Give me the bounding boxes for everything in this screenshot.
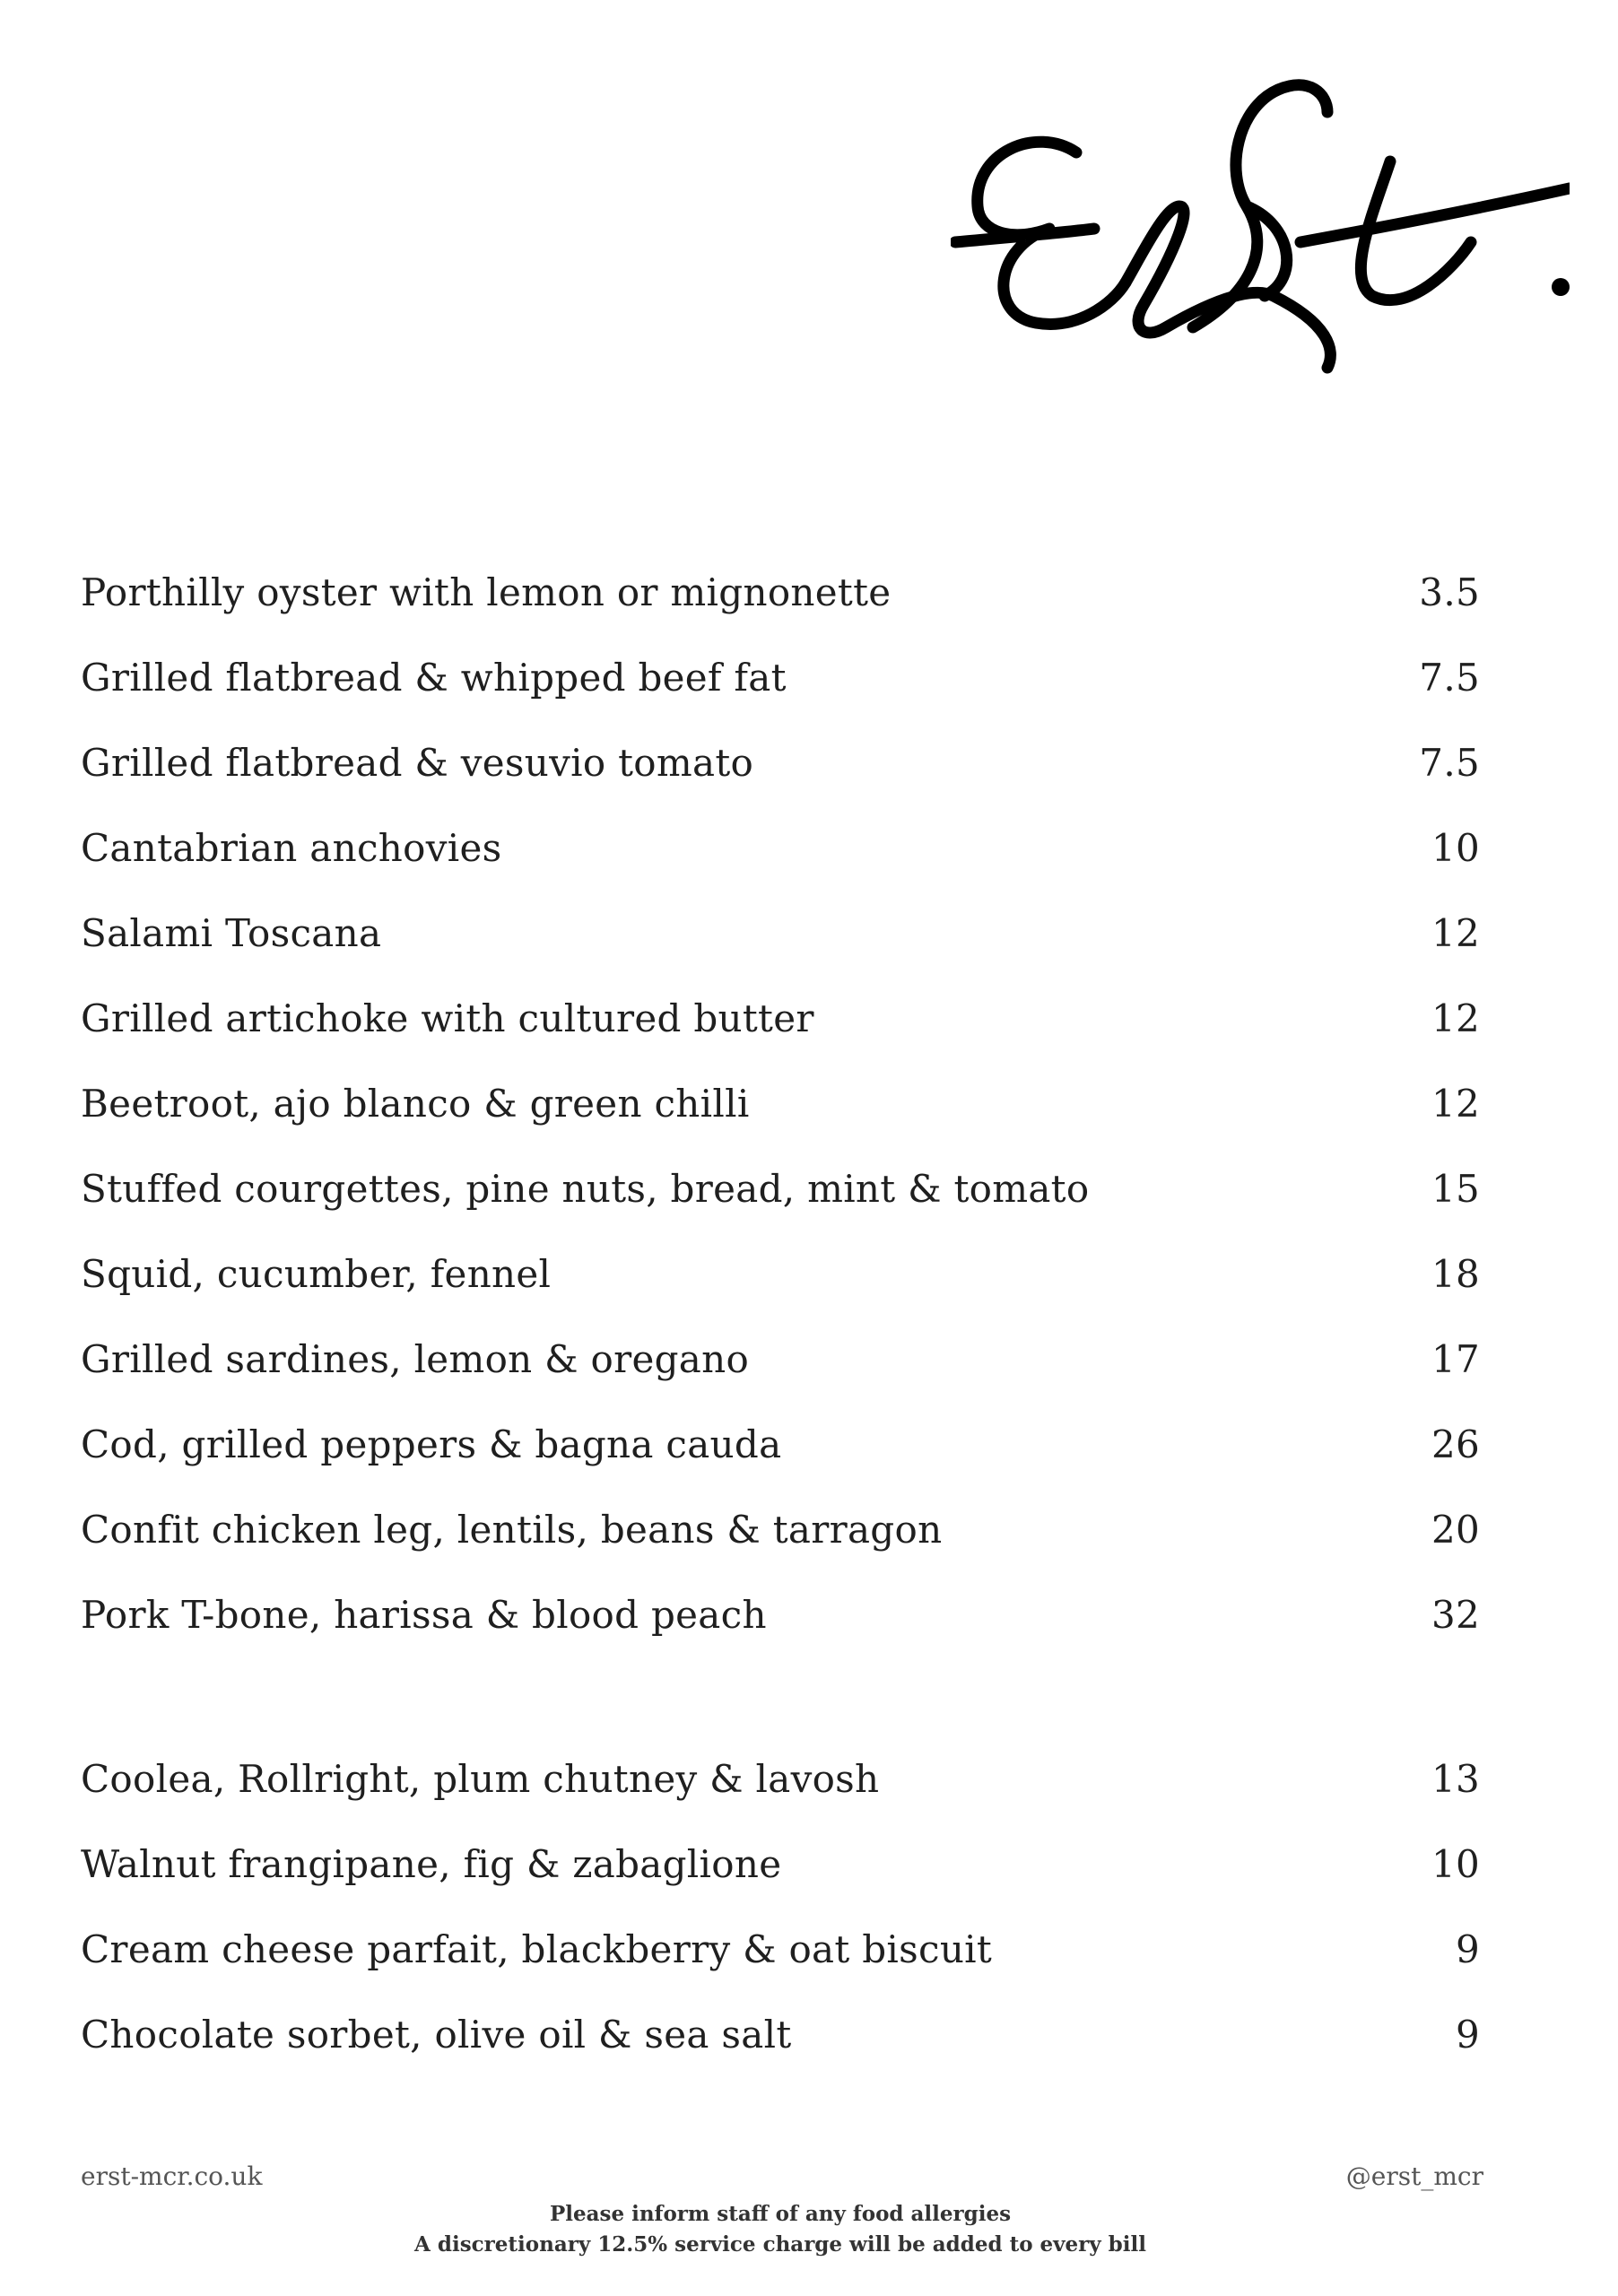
dish-price: 10 <box>1431 1842 1480 1886</box>
menu-item <box>81 902 1480 987</box>
dish-name: Cream cheese parfait, blackberry & oat biscuit <box>81 1927 993 1971</box>
dish-name: Coolea, Rollright, plum chutney & lavosh <box>81 1757 880 1801</box>
dish-name: Grilled sardines, lemon & oregano <box>81 1337 750 1381</box>
menu-item <box>81 1073 1480 1158</box>
menu-item <box>81 732 1480 817</box>
desserts-list <box>81 1748 1480 2089</box>
erst-logo-icon <box>951 72 1570 395</box>
dish-price: 17 <box>1431 1337 1480 1381</box>
menu-item <box>81 1918 1480 2004</box>
dish-price: 18 <box>1431 1252 1480 1296</box>
dish-price: 10 <box>1431 826 1480 870</box>
brand-logo <box>951 72 1570 395</box>
menu-item <box>81 561 1480 647</box>
service-charge-note: A discretionary 12.5% service charge will be added to every bill <box>414 2232 1146 2257</box>
dish-name: Chocolate sorbet, olive oil & sea salt <box>81 2013 792 2057</box>
menu-item <box>81 1499 1480 1584</box>
dish-price: 12 <box>1431 911 1480 955</box>
dish-name: Grilled artichoke with cultured butter <box>81 996 814 1040</box>
website-link[interactable]: erst-mcr.co.uk <box>81 2161 263 2191</box>
footer-notes <box>0 2199 1561 2260</box>
dish-price: 26 <box>1431 1422 1480 1466</box>
dish-price: 32 <box>1431 1593 1480 1637</box>
dish-name: Grilled flatbread & whipped beef fat <box>81 656 787 700</box>
mains-list <box>81 561 1480 1669</box>
allergy-note: Please inform staff of any food allergies <box>549 2202 1012 2226</box>
menu-item <box>81 1243 1480 1328</box>
dish-price: 9 <box>1455 1927 1480 1971</box>
dish-name: Squid, cucumber, fennel <box>81 1252 552 1296</box>
dish-name: Walnut frangipane, fig & zabaglione <box>81 1842 782 1886</box>
menu-item <box>81 1833 1480 1918</box>
menu-item <box>81 1748 1480 1833</box>
dish-name: Grilled flatbread & vesuvio tomato <box>81 741 754 785</box>
menu-item <box>81 647 1480 732</box>
dish-price: 9 <box>1455 2013 1480 2057</box>
dish-name: Cod, grilled peppers & bagna cauda <box>81 1422 782 1466</box>
dish-name: Stuffed courgettes, pine nuts, bread, mint & tomato <box>81 1167 1090 1211</box>
social-handle[interactable]: @erst_mcr <box>1345 2161 1483 2191</box>
dish-price: 7.5 <box>1419 741 1480 785</box>
menu-item <box>81 1158 1480 1243</box>
dish-name: Confit chicken leg, lentils, beans & tarragon <box>81 1508 943 1552</box>
dish-price: 13 <box>1431 1757 1480 1801</box>
dish-name: Porthilly oyster with lemon or mignonette <box>81 570 892 614</box>
dish-price: 15 <box>1431 1167 1480 1211</box>
dish-name: Cantabrian anchovies <box>81 826 502 870</box>
dish-price: 7.5 <box>1419 656 1480 700</box>
menu-item <box>81 987 1480 1073</box>
dish-name: Pork T-bone, harissa & blood peach <box>81 1593 767 1637</box>
dish-price: 12 <box>1431 1082 1480 1126</box>
dish-price: 3.5 <box>1419 570 1480 614</box>
menu-item <box>81 817 1480 902</box>
menu-item <box>81 2004 1480 2089</box>
menu-item <box>81 1584 1480 1669</box>
menu-item <box>81 1413 1480 1499</box>
dish-name: Salami Toscana <box>81 911 382 955</box>
dish-name: Beetroot, ajo blanco & green chilli <box>81 1082 750 1126</box>
menu-item <box>81 1328 1480 1413</box>
dish-price: 12 <box>1431 996 1480 1040</box>
dish-price: 20 <box>1431 1508 1480 1552</box>
